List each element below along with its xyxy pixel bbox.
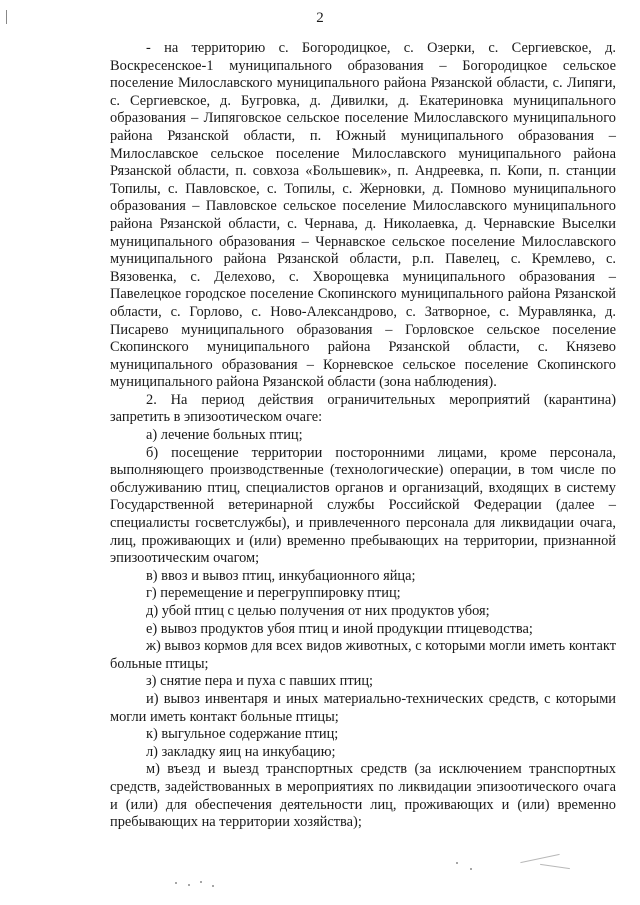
scan-dot	[212, 885, 214, 887]
list-item-d: д) убой птиц с целью получения от них продуктов убоя;	[146, 603, 490, 619]
list-item-a: а) лечение больных птиц;	[146, 427, 303, 444]
scan-dot	[456, 862, 458, 864]
list-item-b: б) посещение территории посторонними лицами, кроме персонала, выполняющего производственные (технологические) операции, в том числе по обслуживанию птиц, специалистов органов и организаций, входящих в систему Государственной ветеринарной службы Российской Федерации (далее – специалисты госветслужбы), и привлеченного персонала для ликвидации очага, лиц, проживающих и (или) временно пребывающих на территории, признанной эпизоотическим очагом;	[110, 444, 616, 567]
list-item-v: в) ввоз и вывоз птиц, инкубационного яйца;	[146, 567, 416, 584]
list-item-zh: ж) вывоз кормов для всех видов животных, с которыми могли иметь контакт больные птицы;	[110, 638, 616, 672]
list-item-m: м) въезд и выезд транспортных средств (за исключением транспортных средств, задействованных в мероприятиях по ликвидации эпизоотического очага и (или) для обеспечения деятельности лиц, проживающих и (или) временно пребывающих на территории хозяйства);	[110, 761, 616, 831]
paragraph-observation-zone: - на территорию с. Богородицкое, с. Озерки, с. Сергиевское, д. Воскресенское-1 муниципального образования – Богородицкое сельское поселение Милославского муниципального района Рязанской области, с. Липяги, с. Сергиевское, д. Бугровка, д. Дивилки, д. Екатериновка муниципального образования – Липяговское сельское поселение Милославского муниципального района Рязанской области, п. Южный муниципального образования – Милославское сельское поселение Милославского муниципального района Рязанской области, п. совхоза «Большевик», п. Андреевка, п. Копи, п. станции Топилы, с. Павловское, с. Топилы, с. Жерновки, д. Помново муниципального образования – Павловское сельское поселение Милославского муниципального района Рязанской области, с. Чернава, д. Николаевка, д. Чернавские Выселки муниципального образования – Чернавское сельское поселение Милославского муниципального района Рязанской области, р.п. Павелец, с. Кремлево, с. Вязовенка, с. Делехово, с. Хворощевка муниципального образования – Павелецкое городское поселение Скопинского муниципального района Рязанской области, с. Горлово, с. Ново-Александрово, с. Затворное, с. Муравлянка, д. Писарево муниципального образования – Горловское сельское поселение Скопинского муниципального района Рязанской области, с. Князево муниципального образования – Корневское сельское поселение Скопинского муниципального района Рязанской области (зона наблюдения).	[110, 40, 616, 391]
list-item-l: л) закладку яиц на инкубацию;	[146, 743, 336, 760]
document-body	[110, 40, 616, 832]
scan-smudge	[520, 854, 559, 863]
scan-dot	[200, 881, 202, 883]
list-item-z: з) снятие пера и пуха с павших птиц;	[146, 673, 374, 690]
page-number: 2	[316, 10, 324, 26]
paragraph-quarantine-prohibitions: 2. На период действия ограничительных мероприятий (карантина) запретить в эпизоотическом очаге:	[110, 391, 616, 426]
list-item-g: г) перемещение и перегруппировку птиц;	[146, 585, 401, 602]
scan-dot	[470, 868, 472, 870]
scan-smudge	[540, 864, 570, 869]
list-item-k: к) выгульное содержание птиц;	[146, 726, 339, 743]
list-item-i: и) вывоз инвентаря и иных материально-технических средств, с которыми могли иметь контакт больные птицы;	[110, 690, 616, 725]
scan-dot	[188, 884, 190, 886]
scan-dot	[175, 882, 177, 884]
list-item-e: е) вывоз продуктов убоя птиц и иной продукции птицеводства;	[146, 620, 533, 637]
